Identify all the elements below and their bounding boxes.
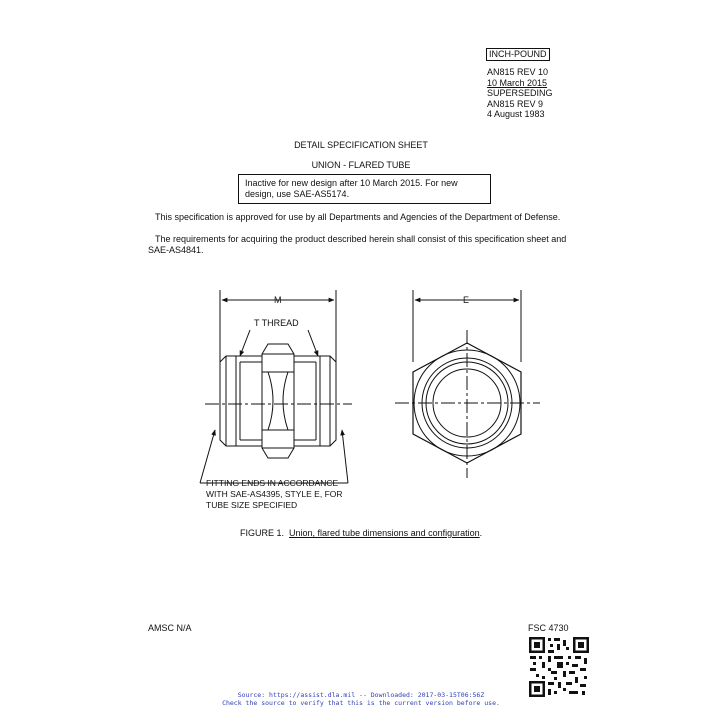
qr-code: [528, 636, 590, 698]
figure-caption: FIGURE 1. Union, flared tube dimensions and configuration.: [240, 528, 483, 538]
document-date: 10 March 2015: [487, 77, 548, 88]
fsc-label: FSC 4730: [528, 623, 569, 633]
fitting-note-line: TUBE SIZE SPECIFIED: [206, 500, 298, 510]
requirements-paragraph: The requirements for acquiring the product described herein shall consist of this specification sheet and SAE-AS4841.: [148, 234, 567, 255]
document-id: AN815 REV 10: [487, 67, 549, 77]
dimension-e-label: E: [463, 295, 470, 305]
figure-caption-prefix: FIGURE 1.: [240, 528, 285, 538]
source-line: Source: https://assist.dla.mil -- Downloaded: 2017-03-15T06:56Z: [237, 691, 485, 699]
inch-pound-label: INCH-POUND: [486, 48, 550, 61]
amsc-label: AMSC N/A: [148, 623, 192, 633]
superseding-label: SUPERSEDING: [487, 88, 553, 98]
fitting-note-line: WITH SAE-AS4395, STYLE E, FOR: [206, 489, 343, 499]
page-subtitle: UNION - FLARED TUBE: [311, 160, 411, 170]
source-verify-line: Check the source to verify that this is the current version before use.: [222, 699, 500, 707]
previous-document-id: AN815 REV 9: [487, 98, 544, 109]
source-notice: [0, 691, 722, 707]
previous-document-date: 4 August 1983: [487, 109, 545, 119]
page-title: DETAIL SPECIFICATION SHEET: [294, 140, 428, 150]
approval-paragraph: This specification is approved for use by all Departments and Agencies of the Department of Defense.: [155, 212, 561, 222]
inactive-note: Inactive for new design after 10 March 2015. For new design, use SAE-AS5174.: [238, 174, 491, 204]
figure-caption-text: Union, flared tube dimensions and configuration: [289, 528, 480, 538]
fitting-note-line: FITTING ENDS IN ACCORDANCE: [206, 478, 339, 488]
thread-label: T THREAD: [254, 318, 299, 328]
fitting-note: [206, 478, 343, 511]
dimension-m-label: M: [274, 295, 282, 305]
union-end-view: [395, 290, 540, 478]
